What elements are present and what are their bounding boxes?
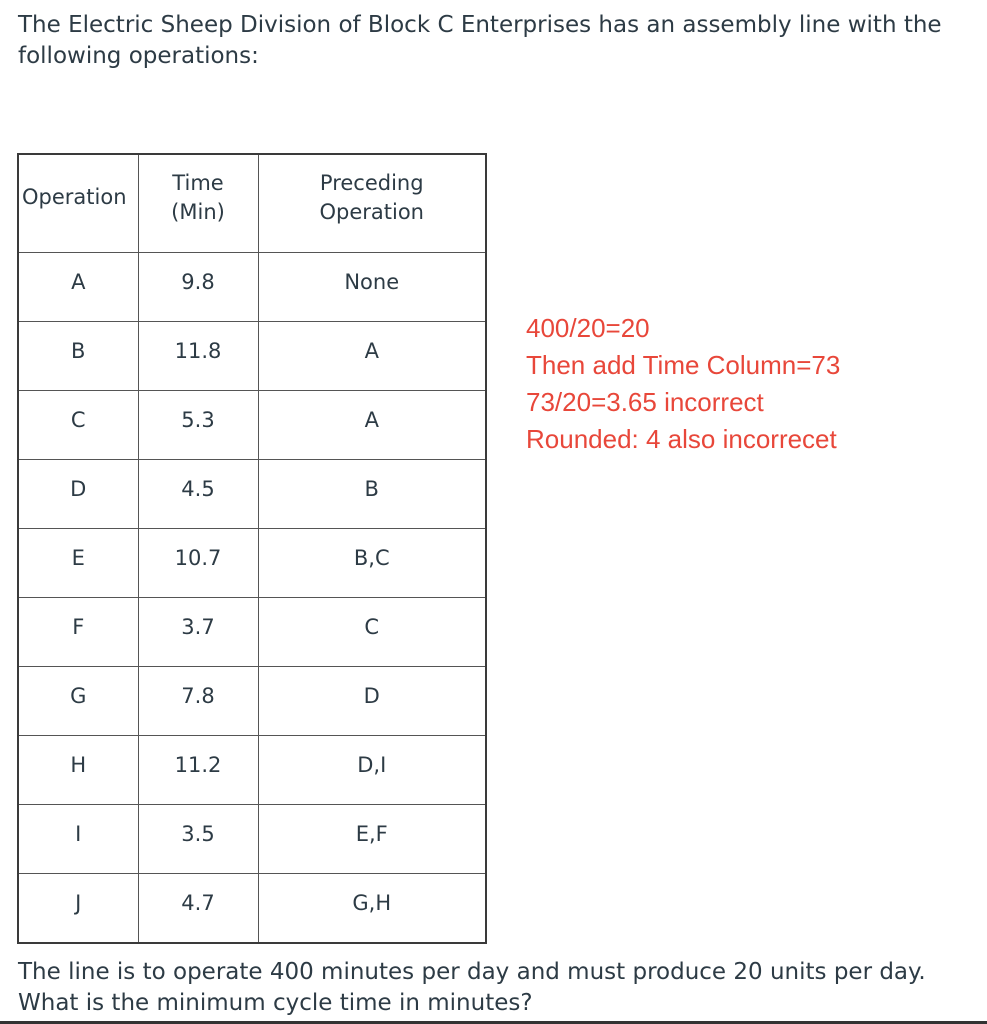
cell-preceding: G,H (258, 874, 486, 944)
note-line: Rounded: 4 also incorrecet (526, 424, 837, 454)
cell-preceding: B (258, 460, 486, 529)
table-row (18, 460, 486, 529)
cell-operation: E (18, 529, 138, 598)
header-time-line1: Time (172, 171, 224, 195)
cell-time: 11.8 (138, 322, 258, 391)
cell-operation: C (18, 391, 138, 460)
cell-operation: J (18, 874, 138, 944)
cell-preceding: D,I (258, 736, 486, 805)
header-preceding-line2: Operation (319, 200, 424, 224)
cell-preceding: E,F (258, 805, 486, 874)
header-operation-label: Operation (22, 185, 127, 209)
table-row (18, 805, 486, 874)
note-line: 400/20=20 (526, 313, 650, 343)
cell-preceding: A (258, 391, 486, 460)
cell-time: 11.2 (138, 736, 258, 805)
cell-time: 9.8 (138, 253, 258, 322)
table-header-row (18, 154, 486, 253)
table-row (18, 529, 486, 598)
table-row (18, 322, 486, 391)
cell-time: 7.8 (138, 667, 258, 736)
cell-time: 10.7 (138, 529, 258, 598)
header-preceding-line1: Preceding (319, 171, 424, 195)
note-line: Then add Time Column=73 (526, 350, 841, 380)
question-text: The line is to operate 400 minutes per day and must produce 20 units per day. What is the minimum cycle time in minutes? (18, 959, 926, 1016)
table-row (18, 736, 486, 805)
note-line: 73/20=3.65 incorrect (526, 387, 764, 417)
cell-time: 4.7 (138, 874, 258, 944)
cell-operation: H (18, 736, 138, 805)
cell-preceding: None (258, 253, 486, 322)
table-row (18, 874, 486, 944)
cell-operation: F (18, 598, 138, 667)
cell-time: 5.3 (138, 391, 258, 460)
header-time-line2: (Min) (171, 200, 225, 224)
cell-operation: B (18, 322, 138, 391)
cell-operation: G (18, 667, 138, 736)
cell-time: 3.5 (138, 805, 258, 874)
cell-operation: I (18, 805, 138, 874)
table-row (18, 598, 486, 667)
header-preceding (258, 154, 486, 253)
cell-preceding: C (258, 598, 486, 667)
header-operation (18, 154, 138, 253)
header-time (138, 154, 258, 253)
table-row (18, 391, 486, 460)
cell-operation: A (18, 253, 138, 322)
cell-time: 3.7 (138, 598, 258, 667)
cell-preceding: D (258, 667, 486, 736)
intro-text: The Electric Sheep Division of Block C Enterprises has an assembly line with the following operations: (18, 12, 942, 69)
cell-time: 4.5 (138, 460, 258, 529)
handwritten-notes (526, 310, 966, 458)
cell-operation: D (18, 460, 138, 529)
table-row (18, 667, 486, 736)
operations-table (17, 153, 487, 944)
cell-preceding: B,C (258, 529, 486, 598)
table-row (18, 253, 486, 322)
cell-preceding: A (258, 322, 486, 391)
